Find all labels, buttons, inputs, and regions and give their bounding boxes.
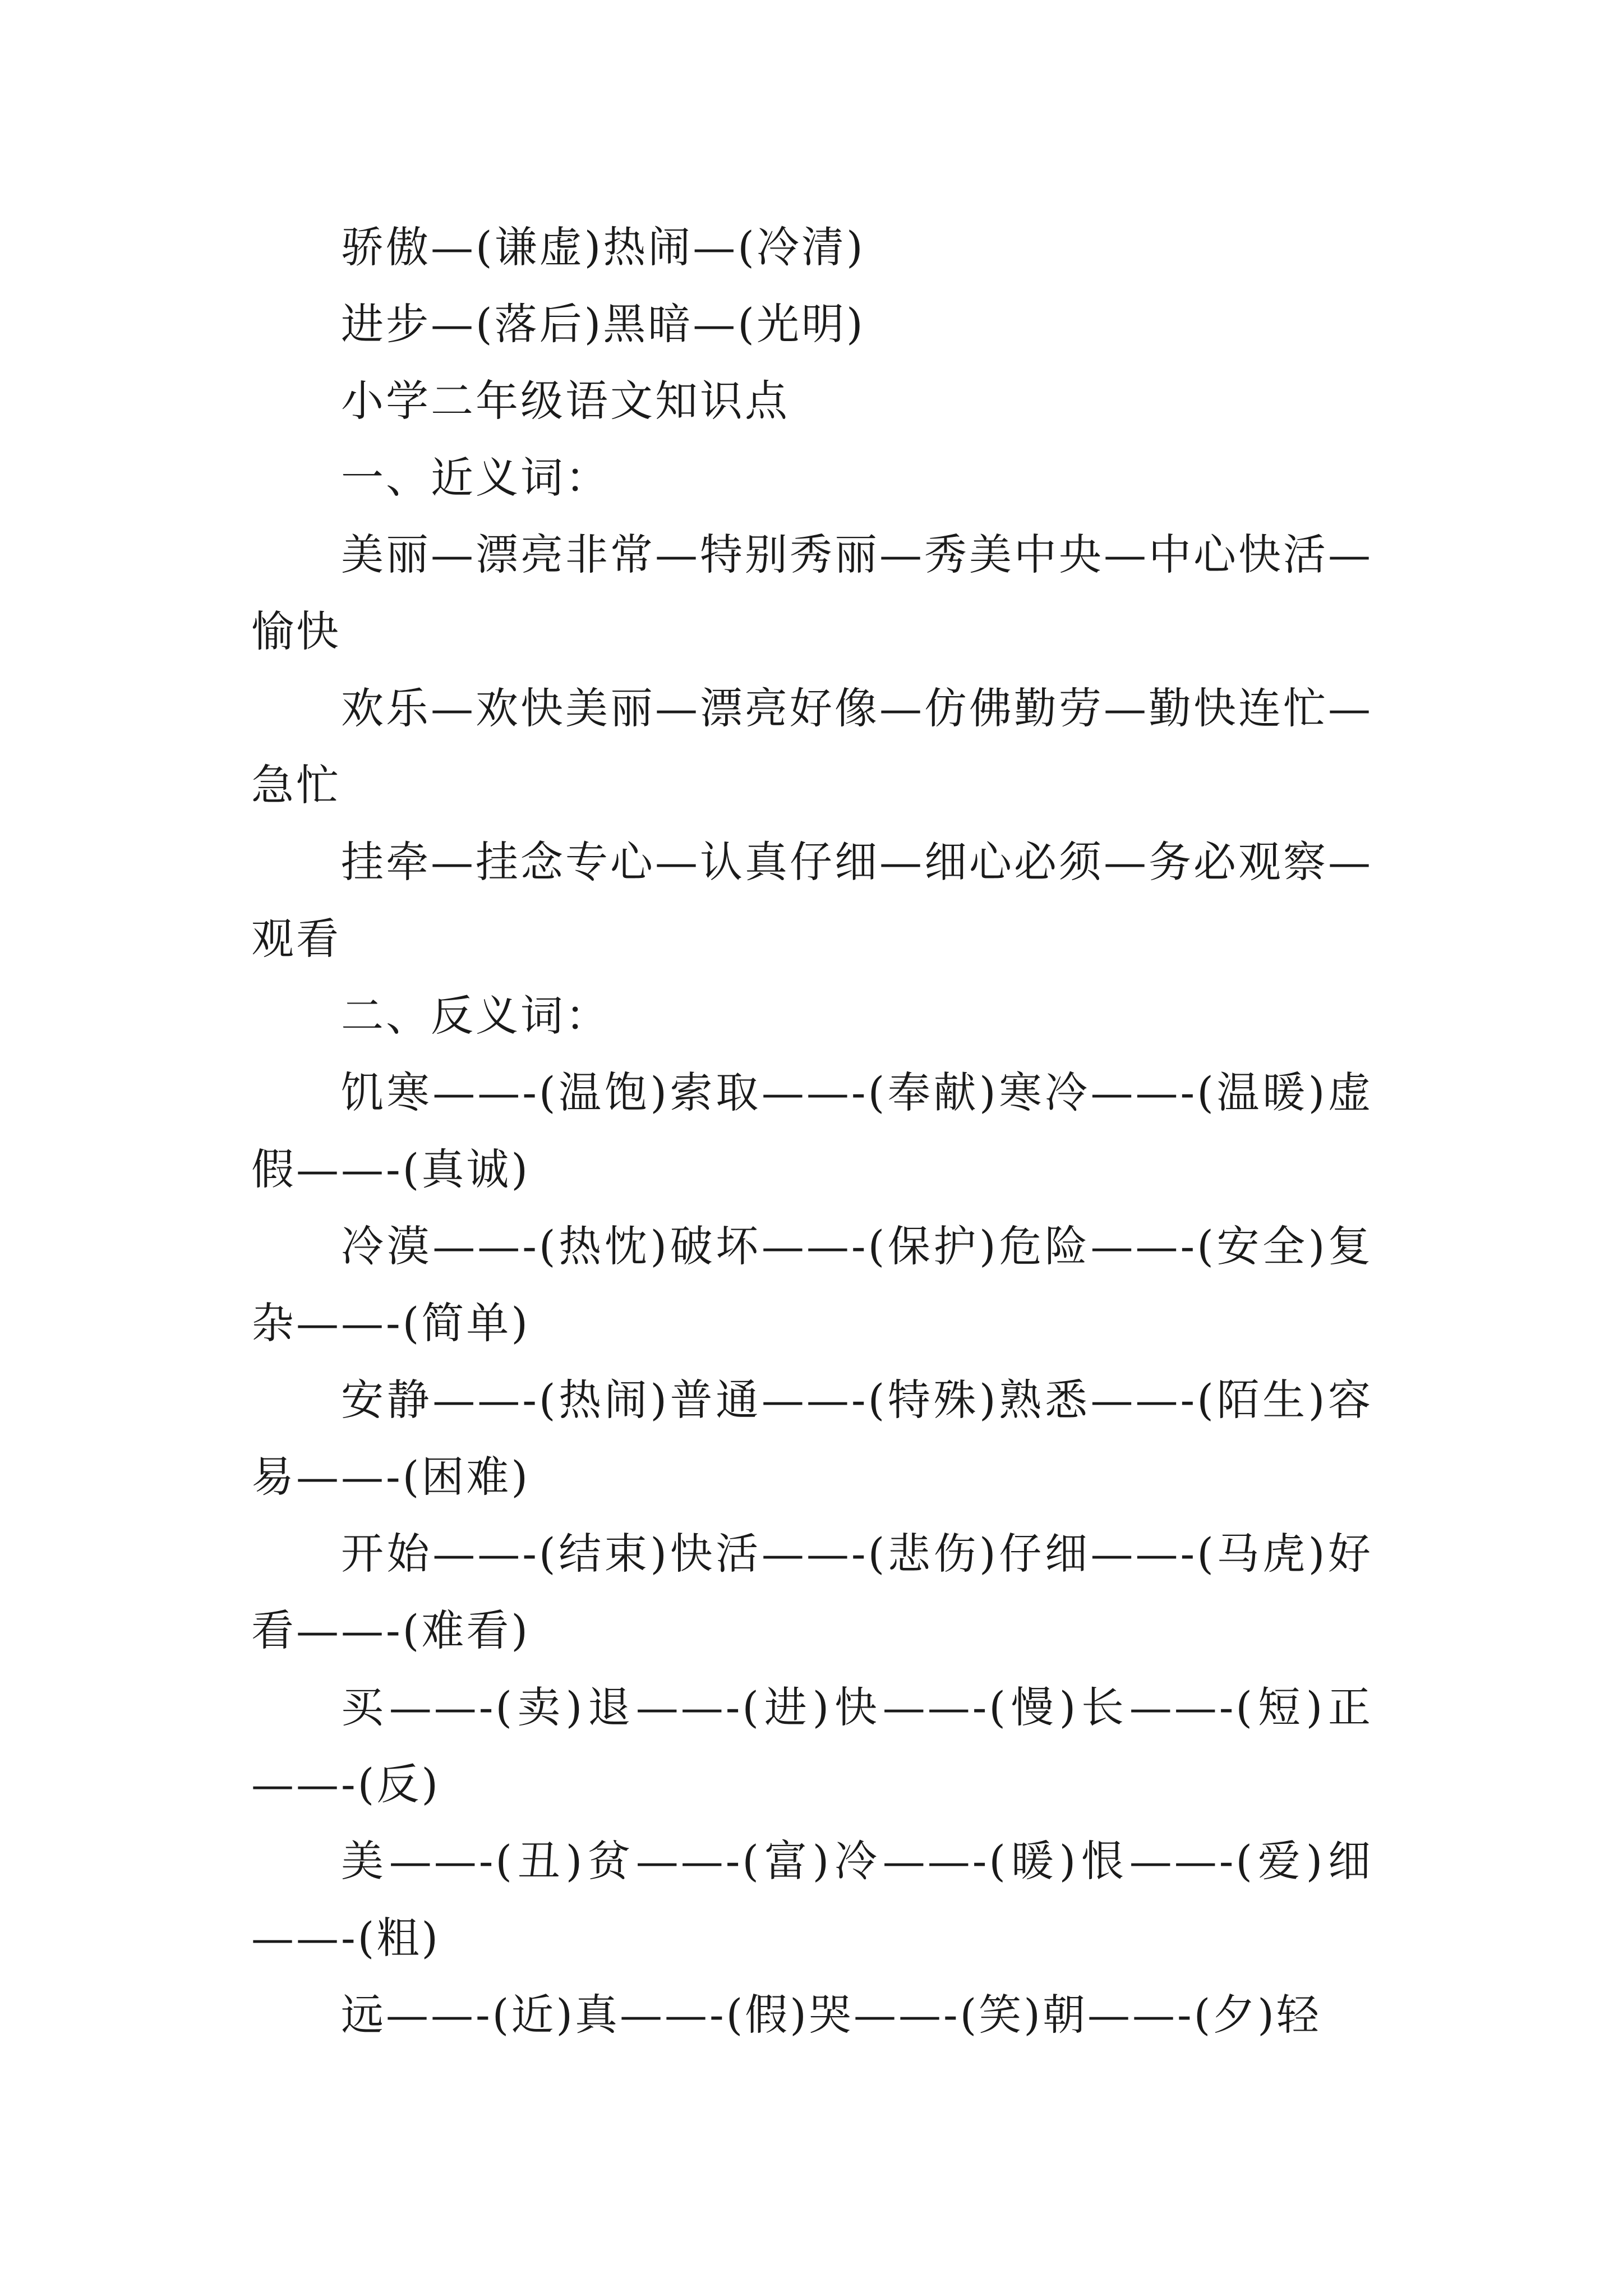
synonym-line-2: 欢乐—欢快美丽—漂亮好像—仿佛勤劳—勤快连忙—急忙	[251, 683, 1373, 810]
document-body	[251, 209, 1373, 2053]
synonym-line-1: 美丽—漂亮非常—特别秀丽—秀美中央—中心快活—愉快	[251, 530, 1373, 656]
antonym-line-2: 进步—(落后)黑暗—(光明)	[341, 299, 865, 349]
antonym-pair-line-5: 买——-(卖)退——-(进)快——-(慢)长——-(短)正——-(反)	[251, 1682, 1373, 1809]
antonym-pair-line-1: 饥寒——-(温饱)索取——-(奉献)寒冷——-(温暖)虚假——-(真诚)	[251, 1068, 1373, 1194]
antonym-pair-line-7: 远——-(近)真——-(假)哭——-(笑)朝——-(夕)轻	[341, 1990, 1321, 2040]
antonym-pair-line-6: 美——-(丑)贫——-(富)冷——-(暖)恨——-(爱)细——-(粗)	[251, 1836, 1373, 1963]
antonym-pair-line-4: 开始——-(结束)快活——-(悲伤)仔细——-(马虎)好看——-(难看)	[251, 1529, 1373, 1655]
antonym-line-1: 骄傲—(谦虚)热闹—(冷清)	[341, 222, 865, 272]
antonym-heading: 二、反义词：	[341, 991, 610, 1041]
section-title: 小学二年级语文知识点	[341, 376, 790, 426]
antonym-pair-line-2: 冷漠——-(热忱)破坏——-(保护)危险——-(安全)复杂——-(简单)	[251, 1221, 1373, 1348]
antonym-pair-line-3: 安静——-(热闹)普通——-(特殊)熟悉——-(陌生)容易——-(困难)	[251, 1375, 1373, 1502]
synonym-heading: 一、近义词：	[341, 453, 610, 503]
synonym-line-3: 挂牵—挂念专心—认真仔细—细心必须—务必观察—观看	[251, 837, 1373, 964]
